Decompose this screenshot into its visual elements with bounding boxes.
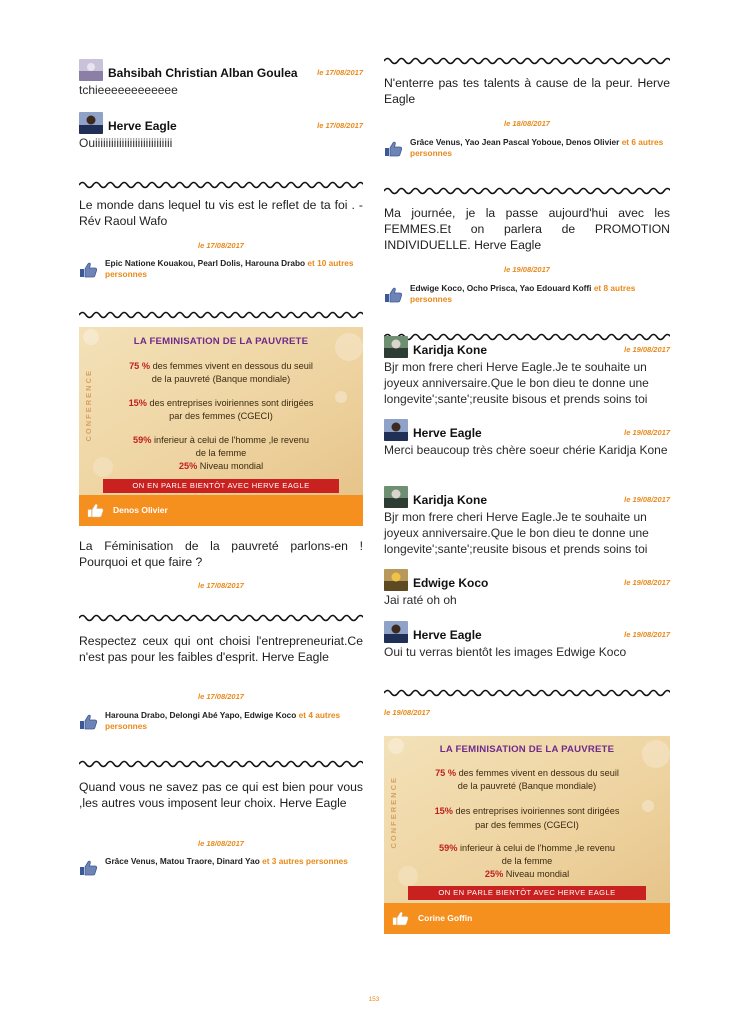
photo-like-bar	[79, 495, 363, 526]
wave-divider	[79, 310, 363, 320]
comment	[79, 59, 363, 101]
poster-line: de la femme	[195, 448, 247, 458]
likes-more[interactable]: et 6 autres personnes	[410, 137, 664, 158]
thumbs-up-icon[interactable]	[392, 911, 410, 926]
thumbs-up-icon[interactable]	[384, 287, 404, 303]
likes-row	[79, 856, 363, 867]
poster-line: 15% des entreprises ivoiriennes sont dirigées	[434, 806, 620, 816]
poster-banner: ON EN PARLE BIENTÔT AVEC HERVE EAGLE	[103, 479, 339, 493]
avatar	[79, 59, 103, 81]
thumbs-up-icon[interactable]	[79, 860, 99, 876]
poster-line: 75 % des femmes vivent en dessous du seuil	[129, 361, 313, 371]
post-date: le 17/08/2017	[198, 581, 244, 590]
avatar	[79, 112, 103, 134]
poster-line: de la pauvreté (Banque mondiale)	[151, 374, 291, 384]
post-date: le 17/08/2017	[198, 692, 244, 701]
comment-author[interactable]: Karidja Kone	[413, 343, 488, 357]
comment-text: Merci beaucoup très chère soeur chérie Karidja Kone	[384, 443, 668, 457]
likes-names[interactable]: Grâce Venus, Matou Traore, Dinard Yao	[105, 856, 260, 866]
post-date: le 18/08/2017	[198, 839, 244, 848]
comment-text: Jai raté oh oh	[384, 593, 457, 607]
poster-line: 59% inferieur à celui de l'homme ,le revenu	[133, 435, 309, 445]
poster-line: 25% Niveau mondial	[178, 461, 264, 471]
post-date: le 19/08/2017	[384, 708, 430, 717]
poster-line: par des femmes (CGECI)	[475, 820, 579, 830]
comment-author[interactable]: Edwige Koco	[413, 576, 489, 590]
thumbs-up-icon[interactable]	[87, 503, 105, 518]
poster-banner: ON EN PARLE BIENTÔT AVEC HERVE EAGLE	[408, 886, 646, 900]
comment	[384, 486, 670, 558]
poster-line: 75 % des femmes vivent en dessous du seuil	[435, 768, 619, 778]
photo-like-bar	[384, 903, 670, 934]
post-date: le 17/08/2017	[198, 241, 244, 250]
poster-line: par des femmes (CGECI)	[169, 411, 273, 421]
poster-line: 25% Niveau mondial	[484, 869, 570, 879]
post-date: le 18/08/2017	[504, 119, 550, 128]
comment-date: le 19/08/2017	[624, 428, 670, 437]
comment-author[interactable]: Bahsibah Christian Alban Goulea	[108, 66, 298, 80]
comment-author[interactable]: Herve Eagle	[413, 628, 482, 642]
comment	[384, 419, 670, 475]
likes-more[interactable]: et 8 autres personnes	[410, 283, 636, 304]
comment-author[interactable]: Herve Eagle	[108, 119, 177, 133]
likes-row	[384, 137, 670, 159]
likes-names[interactable]: Harouna Drabo, Delongi Abé Yapo, Edwige Koco	[105, 710, 297, 720]
likes-row	[79, 258, 363, 280]
wave-divider	[384, 186, 670, 196]
comment-date: le 19/08/2017	[624, 495, 670, 504]
poster-line: de la pauvreté (Banque mondiale)	[457, 781, 597, 791]
comment-date: le 19/08/2017	[624, 345, 670, 354]
comment	[384, 621, 670, 663]
likes-row	[79, 710, 363, 732]
poster-title: LA FEMINISATION DE LA PAUVRETE	[133, 336, 309, 347]
avatar	[384, 621, 408, 643]
poster-side-label: CONFERENCE	[84, 369, 93, 442]
conference-poster[interactable]	[384, 736, 670, 903]
comment	[79, 112, 363, 154]
likes-names[interactable]: Edwige Koco, Ocho Prisca, Yao Edouard Koffi	[410, 283, 592, 293]
likes-more[interactable]: et 10 autres personnes	[105, 258, 354, 279]
poster-side-label: CONFERENCE	[389, 776, 398, 849]
thumbs-up-icon[interactable]	[79, 714, 99, 730]
comment-author[interactable]: Herve Eagle	[413, 426, 482, 440]
poster-line: 15% des entreprises ivoiriennes sont dirigées	[128, 398, 314, 408]
post-text: Le monde dans lequel tu vis est le reflet de ta foi . -Rév Raoul Wafo	[79, 198, 363, 228]
avatar	[384, 419, 408, 441]
poster-line: de la femme	[501, 856, 553, 866]
thumbs-up-icon[interactable]	[384, 141, 404, 157]
avatar	[384, 569, 408, 591]
post-date: le 19/08/2017	[504, 265, 550, 274]
wave-divider	[384, 688, 670, 698]
thumbs-up-icon[interactable]	[79, 262, 99, 278]
comment	[384, 569, 670, 611]
page-number: 153	[368, 996, 380, 1003]
post-text: Ma journée, je la passe aujourd'hui avec les FEMMES.Et on parlera de PROMOTION INDIVIDUELLE. Herve Eagle	[384, 206, 670, 252]
comment-text: Bjr mon frere cheri Herve Eagle.Je te souhaite un joyeux anniversaire.Que le bon dieu te donne une longevite';sante';reusite bisous et prends soins toi	[384, 510, 649, 556]
post-text: La Féminisation de la pauvreté parlons-en ! Pourquoi et que faire ?	[79, 539, 363, 569]
comment-text: Ouiiiiiiiiiiiiiiiiiiiiiiiiiiiii	[79, 136, 173, 150]
comment-text: Bjr mon frere cheri Herve Eagle.Je te souhaite un joyeux anniversaire.Que le bon dieu te donne une longevite';sante';reusite bisous et prends soins toi	[384, 360, 649, 406]
comment-date: le 19/08/2017	[624, 578, 670, 587]
likes-names[interactable]: Grâce Venus, Yao Jean Pascal Yoboue, Denos Olivier	[410, 137, 620, 147]
post-text: Respectez ceux qui ont choisi l'entrepreneuriat.Ce n'est pas pour les faibles d'esprit. Herve Eagle	[79, 634, 363, 664]
comment	[384, 336, 670, 408]
post-text: Quand vous ne savez pas ce qui est bien pour vous ,les autres vous imposent leur choix. Herve Eagle	[79, 780, 363, 810]
likes-more[interactable]: et 4 autres personnes	[105, 710, 341, 731]
poster-title: LA FEMINISATION DE LA PAUVRETE	[439, 744, 615, 755]
likes-more[interactable]: et 3 autres personnes	[262, 856, 348, 866]
likes-names[interactable]: Epic Natione Kouakou, Pearl Dolis, Harouna Drabo	[105, 258, 306, 268]
comment-date: le 17/08/2017	[317, 121, 363, 130]
avatar	[384, 336, 408, 358]
wave-divider	[79, 613, 363, 623]
wave-divider	[79, 759, 363, 769]
post-text: N'enterre pas tes talents à cause de la peur. Herve Eagle	[384, 76, 670, 106]
comment-date: le 17/08/2017	[317, 68, 363, 77]
comment-date: le 19/08/2017	[624, 630, 670, 639]
likes-row	[384, 283, 670, 305]
comment-text: tchieeeeeeeeeeee	[79, 83, 178, 97]
conference-poster[interactable]	[79, 327, 363, 495]
photo-liker[interactable]: Corine Goffin	[418, 913, 473, 923]
wave-divider	[384, 56, 670, 66]
poster-line: 59% inferieur à celui de l'homme ,le revenu	[439, 843, 615, 853]
avatar	[384, 486, 408, 508]
comment-author[interactable]: Karidja Kone	[413, 493, 488, 507]
comment-text: Oui tu verras bientôt les images Edwige Koco	[384, 645, 627, 659]
photo-liker[interactable]: Denos Olivier	[113, 505, 168, 515]
wave-divider	[79, 180, 363, 190]
